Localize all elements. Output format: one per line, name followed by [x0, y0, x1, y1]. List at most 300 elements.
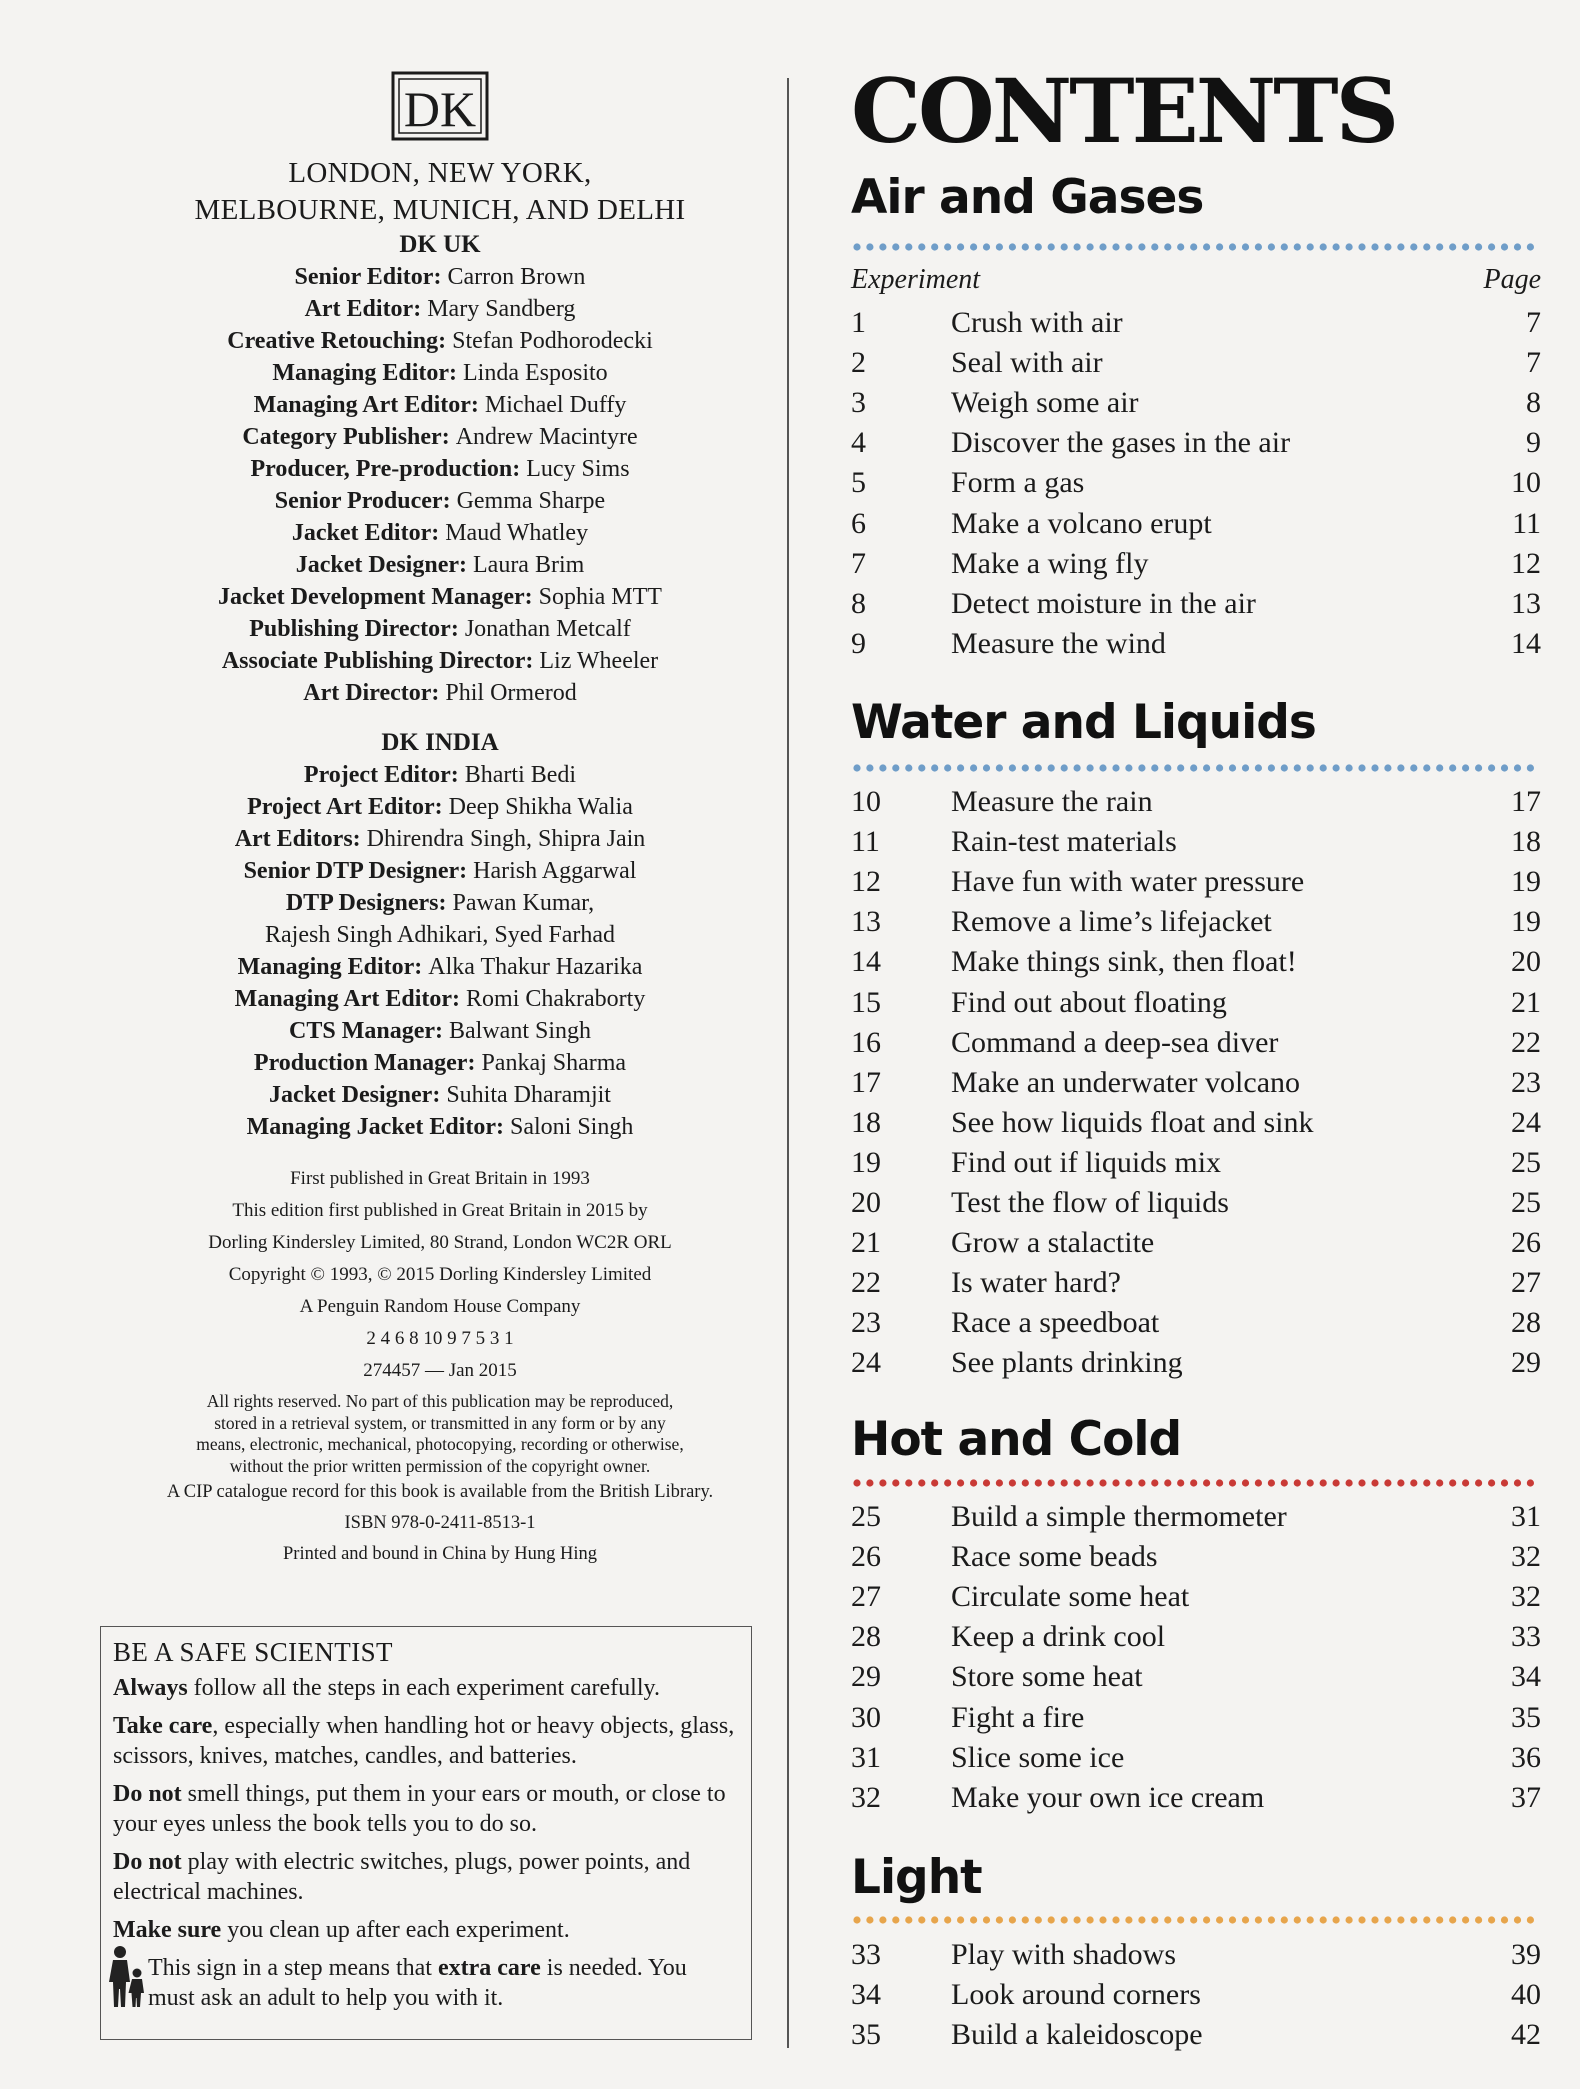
experiment-number: 1: [851, 306, 866, 339]
rule-dot: [1449, 1479, 1456, 1486]
rule-dot: [1087, 1479, 1094, 1486]
credit-line: [90, 1047, 790, 1079]
safety-title: BE A SAFE SCIENTIST: [113, 1637, 393, 1667]
rule-dot: [1488, 1916, 1495, 1923]
contents-row: [851, 1577, 1541, 1617]
imprint-column: [90, 70, 790, 1570]
credit-role: CTS Manager :: [289, 1018, 449, 1044]
page-number: 12: [1511, 546, 1541, 580]
dk-uk-credits: [90, 261, 790, 709]
contents-column-headers: [851, 262, 1541, 298]
rule-dot: [1475, 1916, 1482, 1923]
experiment-number: 5: [851, 466, 866, 500]
rule-dot: [1229, 1916, 1236, 1923]
adult-supervision-icon: [107, 1945, 149, 2009]
rule-dot: [1203, 1479, 1210, 1486]
page-number: 39: [1511, 1938, 1541, 1971]
credit-line: [90, 791, 790, 823]
credit-line: [90, 855, 790, 887]
safety-item: [113, 1673, 739, 1703]
rule-dot: [944, 764, 951, 771]
rule-dot: [1216, 1916, 1223, 1923]
credit-role: Managing Editor :: [272, 360, 463, 386]
rule-dot: [1074, 1916, 1081, 1923]
contents-row: [851, 983, 1541, 1023]
rule-dot: [1346, 243, 1353, 250]
rule-dot: [1527, 1479, 1534, 1486]
experiment-title: Build a simple thermometer: [951, 1500, 1287, 1533]
rule-dot: [1488, 764, 1495, 771]
contents-row: [851, 1778, 1541, 1818]
credit-role: Managing Art Editor :: [235, 986, 466, 1012]
rule-dot: [1320, 1916, 1327, 1923]
credit-name: Sophia MTT: [538, 584, 662, 610]
rule-dot: [1061, 1479, 1068, 1486]
rule-dot: [1087, 243, 1094, 250]
rule-dot: [1216, 243, 1223, 250]
experiment-title: Keep a drink cool: [951, 1620, 1166, 1654]
rule-dot: [1190, 1479, 1197, 1486]
rule-dot: [879, 1916, 886, 1923]
experiment-title: Make a wing fly: [951, 546, 1149, 580]
experiment-number: 32: [851, 1780, 881, 1814]
rule-dot: [970, 1916, 977, 1923]
experiment-number: 2: [851, 346, 866, 380]
experiment-title: Detect moisture in the air: [951, 586, 1256, 620]
rule-dot: [1501, 764, 1508, 771]
contents-row: [851, 782, 1541, 822]
credit-line: [90, 759, 790, 791]
rule-dot: [1009, 243, 1016, 250]
dk-uk-heading: DK UK: [399, 231, 481, 258]
credit-line: [90, 453, 790, 485]
rule-dot: [1501, 1479, 1508, 1486]
rule-dot: [1410, 243, 1417, 250]
rule-dot: [1242, 764, 1249, 771]
experiment-title: Weigh some air: [951, 386, 1139, 420]
rule-dot: [1462, 243, 1469, 250]
rule-dot: [1125, 1479, 1132, 1486]
rule-dot: [1138, 243, 1145, 250]
credit-line: [90, 1079, 790, 1111]
experiment-title: See plants drinking: [951, 1346, 1183, 1380]
experiment-number: 11: [851, 825, 880, 859]
rule-dot: [1035, 243, 1042, 250]
rule-dot: [1255, 1916, 1262, 1923]
rule-dot: [1423, 243, 1430, 250]
rule-dot: [1190, 243, 1197, 250]
experiment-title: Make your own ice cream: [951, 1780, 1265, 1814]
credit-line: [90, 983, 790, 1015]
rule-dot: [1048, 764, 1055, 771]
safety-sign-note: [113, 1953, 739, 2013]
rule-dot: [1384, 243, 1391, 250]
contents-row: [851, 942, 1541, 982]
experiment-number: 6: [851, 506, 866, 540]
rule-dot: [970, 1479, 977, 1486]
rule-dot: [931, 1916, 938, 1923]
experiment-title: Crush with air: [951, 306, 1123, 339]
contents-row: [851, 1657, 1541, 1697]
rule-dot: [866, 243, 873, 250]
contents-row: [851, 1183, 1541, 1223]
rule-dot: [996, 243, 1003, 250]
rule-dot: [1061, 243, 1068, 250]
page-number: 21: [1511, 985, 1541, 1019]
rule-dot: [1112, 1916, 1119, 1923]
safety-item-bold: Do not: [113, 1849, 182, 1875]
experiment-title: Build a kaleidoscope: [951, 2018, 1203, 2052]
rule-dot: [1410, 1916, 1417, 1923]
credit-role: Associate Publishing Director :: [222, 648, 540, 674]
rule-dot: [905, 1479, 912, 1486]
page-number: 20: [1511, 945, 1541, 979]
rule-dot: [1514, 764, 1521, 771]
rule-dot: [853, 764, 860, 771]
safety-item-text: play with electric switches, plugs, power points, and electrical machines.: [113, 1849, 691, 1905]
publication-line: Dorling Kindersley Limited, 80 Strand, London WC2R ORL: [208, 1232, 672, 1253]
credit-name: Pawan Kumar,: [452, 890, 595, 916]
rule-dot: [983, 243, 990, 250]
experiment-number: 34: [851, 1978, 881, 2012]
experiment-title: Discover the gases in the air: [951, 426, 1291, 460]
rule-dot: [879, 1479, 886, 1486]
rule-dot: [1112, 243, 1119, 250]
credit-line: [90, 293, 790, 325]
experiment-number: 13: [851, 905, 881, 939]
experiment-number: 21: [851, 1226, 881, 1260]
rule-dot: [1190, 1916, 1197, 1923]
rule-dot: [1255, 243, 1262, 250]
rule-dot: [1436, 1916, 1443, 1923]
contents-row: [851, 902, 1541, 942]
rule-dot: [1294, 243, 1301, 250]
page-number: 31: [1511, 1500, 1541, 1533]
rule-dot: [905, 764, 912, 771]
safety-item-bold: Do not: [113, 1781, 182, 1807]
page-number: 19: [1511, 905, 1541, 939]
safety-item-text: , especially when handling hot or heavy objects, glass, scissors, knives, matches, candles, and batteries.: [113, 1713, 735, 1769]
credit-name: Stefan Podhorodecki: [452, 328, 653, 354]
credit-role: Managing Jacket Editor :: [247, 1114, 510, 1140]
rule-dot: [1048, 1479, 1055, 1486]
experiment-number: 25: [851, 1500, 881, 1533]
rule-dot: [1177, 764, 1184, 771]
rule-dot: [970, 764, 977, 771]
rule-dot: [1346, 1479, 1353, 1486]
experiment-number: 20: [851, 1186, 881, 1219]
section-dotted-rule: [853, 761, 1541, 775]
rule-dot: [1358, 1916, 1365, 1923]
rule-dot: [931, 1479, 938, 1486]
rule-dot: [1449, 1916, 1456, 1923]
rule-dot: [944, 1479, 951, 1486]
rule-dot: [957, 764, 964, 771]
rule-dot: [1462, 1479, 1469, 1486]
rule-dot: [1449, 764, 1456, 771]
rule-dot: [1022, 1479, 1029, 1486]
rule-dot: [905, 243, 912, 250]
credit-role: DTP Designers :: [286, 890, 453, 916]
rule-dot: [1371, 243, 1378, 250]
rights-line: without the prior written permission of the copyright owner.: [229, 1455, 651, 1476]
rule-dot: [1125, 1916, 1132, 1923]
contents-row: [851, 1223, 1541, 1263]
credit-role: Jacket Editor :: [292, 520, 445, 546]
rule-dot: [1203, 1916, 1210, 1923]
rule-dot: [1242, 1916, 1249, 1923]
experiment-title: Make things sink, then float!: [951, 945, 1297, 979]
credit-line: [90, 919, 790, 951]
experiment-number: 28: [851, 1620, 881, 1654]
dk-india-credits: [90, 759, 790, 1143]
column-divider: [787, 78, 789, 2048]
rule-dot: [1203, 764, 1210, 771]
rule-dot: [1216, 1479, 1223, 1486]
contents-row: [851, 2015, 1541, 2055]
page-number: 29: [1511, 1346, 1541, 1380]
credit-line: [90, 485, 790, 517]
rule-dot: [1423, 764, 1430, 771]
credit-name: Dhirendra Singh, Shipra Jain: [366, 826, 646, 852]
rule-dot: [866, 764, 873, 771]
experiment-number: 27: [851, 1580, 881, 1614]
rule-dot: [1112, 1479, 1119, 1486]
rule-dot: [1164, 764, 1171, 771]
experiment-number: 17: [851, 1065, 881, 1099]
contents-row: [851, 584, 1541, 624]
rule-dot: [1035, 1479, 1042, 1486]
dk-logo-text: DK: [403, 81, 477, 137]
rule-dot: [918, 1916, 925, 1923]
rule-dot: [970, 243, 977, 250]
section-heading: Light: [851, 1850, 982, 1905]
experiment-title: Measure the wind: [951, 626, 1166, 660]
rule-dot: [1061, 764, 1068, 771]
rule-dot: [1527, 243, 1534, 250]
experiment-title: Command a deep-sea diver: [951, 1025, 1279, 1059]
credit-name: Andrew Macintyre: [455, 424, 638, 450]
contents-row: [851, 1497, 1541, 1537]
rule-dot: [892, 1916, 899, 1923]
experiment-title: Seal with air: [951, 346, 1103, 380]
rule-dot: [1514, 1479, 1521, 1486]
rule-dot: [1371, 764, 1378, 771]
credit-line: [90, 421, 790, 453]
page-number: 35: [1511, 1700, 1541, 1734]
rule-dot: [1358, 243, 1365, 250]
rule-dot: [1488, 1479, 1495, 1486]
rule-dot: [1449, 243, 1456, 250]
experiment-column-header: Experiment: [851, 264, 981, 295]
rule-dot: [1397, 764, 1404, 771]
experiment-number: 26: [851, 1540, 881, 1574]
rule-dot: [1268, 243, 1275, 250]
rule-dot: [1281, 1916, 1288, 1923]
publication-line: 274457 — Jan 2015: [363, 1360, 517, 1381]
credit-role: Jacket Designer :: [296, 552, 473, 578]
dk-india-heading: DK INDIA: [381, 729, 499, 756]
page-number: 9: [1526, 426, 1541, 460]
rights-line: stored in a retrieval system, or transmitted in any form or by any: [214, 1412, 666, 1433]
rule-dot: [918, 1479, 925, 1486]
rule-dot: [1333, 764, 1340, 771]
experiment-title: Find out about floating: [951, 985, 1227, 1019]
credit-line: [90, 887, 790, 919]
page-number: 37: [1511, 1780, 1541, 1814]
experiment-title: Slice some ice: [951, 1740, 1125, 1774]
rule-dot: [1138, 764, 1145, 771]
experiment-number: 31: [851, 1740, 881, 1774]
credit-line: [90, 951, 790, 983]
page-number: 8: [1526, 386, 1541, 420]
safety-box: [100, 1626, 752, 2040]
rule-dot: [1475, 243, 1482, 250]
rule-dot: [1514, 1916, 1521, 1923]
rule-dot: [1022, 764, 1029, 771]
credit-line: [90, 357, 790, 389]
rights-notice: [90, 1391, 790, 1477]
experiment-title: Make a volcano erupt: [951, 506, 1212, 540]
cities-line: LONDON, NEW YORK,: [288, 157, 592, 189]
rule-dot: [1527, 764, 1534, 771]
contents-row: [851, 504, 1541, 544]
credit-name: Lucy Sims: [526, 456, 630, 482]
rule-dot: [1074, 764, 1081, 771]
rule-dot: [1384, 1916, 1391, 1923]
rule-dot: [1320, 764, 1327, 771]
rule-dot: [1436, 243, 1443, 250]
contents-row: [851, 1617, 1541, 1657]
rule-dot: [1099, 1479, 1106, 1486]
rule-dot: [1087, 1916, 1094, 1923]
rule-dot: [1164, 1916, 1171, 1923]
credit-name: Harish Aggarwal: [473, 858, 637, 884]
rule-dot: [1294, 764, 1301, 771]
page-number: 26: [1511, 1226, 1541, 1260]
credit-role: Managing Art Editor :: [254, 392, 485, 418]
rule-dot: [1501, 243, 1508, 250]
rule-dot: [1294, 1916, 1301, 1923]
rule-dot: [1164, 243, 1171, 250]
page-number: 23: [1511, 1065, 1541, 1099]
rule-dot: [1203, 243, 1210, 250]
experiment-number: 33: [851, 1938, 881, 1971]
rule-dot: [1281, 764, 1288, 771]
rule-dot: [957, 1479, 964, 1486]
contents-row: [851, 1023, 1541, 1063]
experiment-title: Measure the rain: [951, 785, 1153, 818]
catalogue-line: Printed and bound in China by Hung Hing: [283, 1544, 597, 1564]
rule-dot: [1475, 764, 1482, 771]
rule-dot: [957, 1916, 964, 1923]
experiment-title: Test the flow of liquids: [951, 1186, 1229, 1219]
safety-item: [113, 1847, 739, 1907]
rule-dot: [1074, 1479, 1081, 1486]
safety-item-bold: Always: [113, 1675, 188, 1701]
contents-row: [851, 862, 1541, 902]
safety-items: [113, 1673, 739, 1945]
rule-dot: [957, 243, 964, 250]
contents-row: [851, 1738, 1541, 1778]
rights-line: means, electronic, mechanical, photocopying, recording or otherwise,: [196, 1434, 684, 1454]
rule-dot: [1242, 243, 1249, 250]
page-number: 27: [1511, 1266, 1541, 1300]
contents-row: [851, 1103, 1541, 1143]
page-number: 19: [1511, 865, 1541, 899]
credit-name: Pankaj Sharma: [481, 1050, 627, 1076]
rule-dot: [1397, 1479, 1404, 1486]
rule-dot: [1307, 764, 1314, 771]
section-heading: Air and Gases: [851, 170, 1204, 225]
page-number: 32: [1511, 1580, 1541, 1614]
rule-dot: [1022, 243, 1029, 250]
contents-row: [851, 624, 1541, 664]
rule-dot: [1423, 1479, 1430, 1486]
rule-dot: [1371, 1479, 1378, 1486]
experiment-number: 10: [851, 785, 881, 818]
rule-dot: [1281, 243, 1288, 250]
rule-dot: [983, 1916, 990, 1923]
credit-role: Category Publisher :: [242, 424, 455, 450]
experiment-title: Grow a stalactite: [951, 1226, 1155, 1260]
rule-dot: [1268, 1916, 1275, 1923]
experiment-title: Make an underwater volcano: [951, 1065, 1301, 1099]
rule-dot: [1501, 1916, 1508, 1923]
experiment-number: 24: [851, 1346, 881, 1380]
credit-role: Production Manager :: [254, 1050, 482, 1076]
publication-line: 2 4 6 8 10 9 7 5 3 1: [366, 1328, 514, 1349]
experiment-number: 3: [851, 386, 866, 420]
safety-item: [113, 1915, 739, 1945]
experiment-number: 22: [851, 1266, 881, 1300]
rule-dot: [1216, 764, 1223, 771]
rule-dot: [1138, 1479, 1145, 1486]
credit-line: [90, 325, 790, 357]
rule-dot: [1151, 1479, 1158, 1486]
credit-name: Balwant Singh: [449, 1018, 591, 1044]
experiment-number: 15: [851, 985, 881, 1019]
experiment-title: Play with shadows: [951, 1938, 1176, 1971]
experiment-number: 12: [851, 865, 881, 899]
rule-dot: [1255, 1479, 1262, 1486]
rule-dot: [1099, 243, 1106, 250]
cities-line: MELBOURNE, MUNICH, AND DELHI: [194, 194, 686, 226]
rule-dot: [1410, 764, 1417, 771]
rule-dot: [944, 243, 951, 250]
rule-dot: [1048, 243, 1055, 250]
credit-name: Liz Wheeler: [539, 648, 659, 674]
catalogue-line: A CIP catalogue record for this book is available from the British Library.: [166, 1482, 714, 1502]
rule-dot: [1268, 764, 1275, 771]
rule-dot: [1061, 1916, 1068, 1923]
rule-dot: [1514, 243, 1521, 250]
rule-dot: [983, 1479, 990, 1486]
contents-row: [851, 1935, 1541, 1975]
experiment-number: 7: [851, 546, 866, 580]
credit-role: Creative Retouching :: [227, 328, 452, 354]
page-number: 7: [1526, 306, 1541, 339]
publication-line: This edition first published in Great Britain in 2015 by: [232, 1200, 648, 1221]
experiment-title: Race a speedboat: [951, 1306, 1160, 1340]
rule-dot: [931, 243, 938, 250]
credit-line: [90, 517, 790, 549]
rule-dot: [1333, 1916, 1340, 1923]
credit-role: Managing Editor :: [238, 954, 429, 980]
credit-name: Romi Chakraborty: [466, 986, 646, 1012]
rule-dot: [1462, 1916, 1469, 1923]
credit-role: Art Editor :: [305, 296, 428, 322]
